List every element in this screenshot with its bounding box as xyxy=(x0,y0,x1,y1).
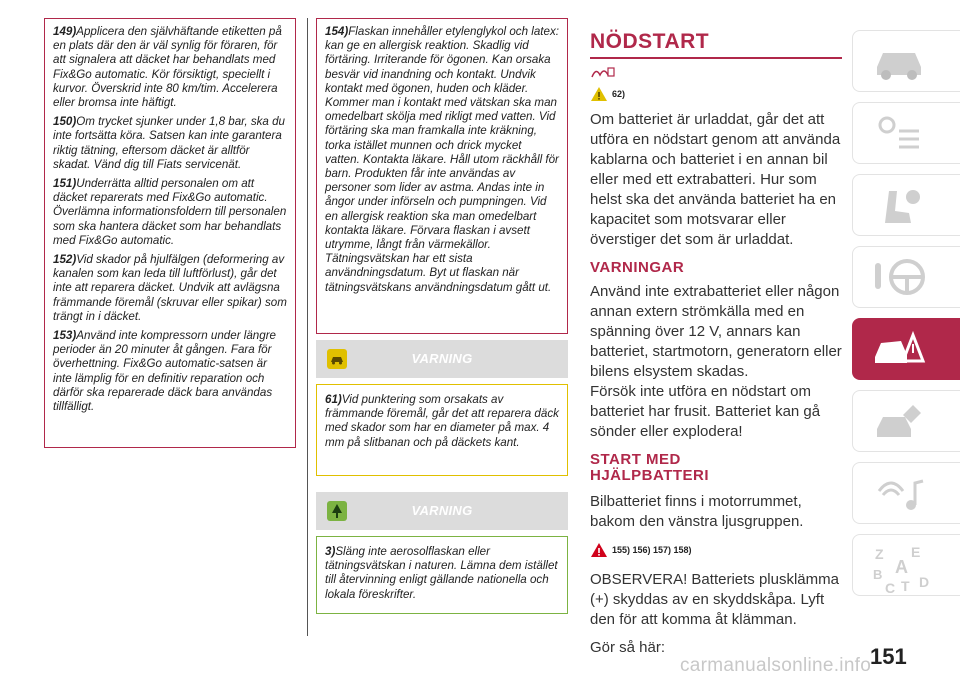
warning-triangle-icon xyxy=(590,86,608,102)
tab-index[interactable] xyxy=(852,534,960,596)
notes-box-middle xyxy=(316,18,568,334)
battery-cable-icon xyxy=(590,65,616,79)
alphabet-index-icon xyxy=(871,543,941,595)
emergency-icon xyxy=(871,327,927,371)
section-title: NÖDSTART xyxy=(590,30,710,53)
index-letter: B xyxy=(873,567,883,582)
index-letter: A xyxy=(895,557,908,577)
warning-header-2 xyxy=(316,492,568,530)
notes-box-left xyxy=(44,18,296,448)
warning-text-1: 61)Vid punktering som orsakats av främmande föremål, går det att reparera däck med skador som har en diameter på max. 4 mm på slitbanan och på däckets kant. xyxy=(325,393,559,449)
index-letter: D xyxy=(919,574,930,590)
airbag-seat-icon xyxy=(871,183,927,227)
paragraph-do-this: Gör så här: xyxy=(590,639,666,656)
paragraph-voltage-warning: Använd inte extrabatteriet eller någon annan extern strömkälla med en spänning över 12 V, annars kan batteriet, startmotorn, generatorn eller bilens elsystem skadas. xyxy=(590,283,842,380)
varningar-heading: VARNINGAR xyxy=(590,259,685,276)
index-letter: E xyxy=(911,544,921,560)
car-icon xyxy=(871,39,927,83)
paragraph-intro: Om batteriet är urladdat, går det att utföra en nödstart genom att använda kablarna och batteriet i en annan bil eller med ett extrabatteri. Hur som helst ska det använda batteriet ha en kapacitet som motsvarar eller överstiger det som är urladdat. xyxy=(590,111,841,248)
tab-car[interactable] xyxy=(852,30,960,92)
index-letter: C xyxy=(885,580,896,595)
note-149: 149)Applicera den självhäftande etiketten på en plats där den är väl synlig för föraren, för att signalera att däcket har behandlats med Fix&Go automatic. Kör försiktigt, speciellt i kurvor. Överskrid inte 80 km/tim. Accelerera eller bromsa inte häftigt. xyxy=(53,25,282,110)
dashboard-lights-icon xyxy=(871,111,927,155)
tab-safety[interactable] xyxy=(852,174,960,236)
paragraph-observera: OBSERVERA! Batteriets plusklämma (+) skyddas av en skyddskåpa. Lyft den för att komma åt klämman. xyxy=(590,571,839,628)
warning-text-2: 3)Släng inte aerosolflaskan eller tätningsvätskan i naturen. Lämna dem istället till återvinning enligt gällande nationella och lokala föreskrifter. xyxy=(325,545,558,601)
index-letter: T xyxy=(901,578,910,594)
tab-dashboard[interactable] xyxy=(852,102,960,164)
warning-body-2 xyxy=(316,536,568,614)
tab-maintenance[interactable] xyxy=(852,390,960,452)
subheading-line-2: HJÄLPBATTERI xyxy=(590,467,710,484)
tab-multimedia[interactable] xyxy=(852,462,960,524)
tab-emergency[interactable] xyxy=(852,318,960,380)
reference-62: 62) xyxy=(612,89,626,99)
note-152: 152)Vid skador på hjulfälgen (deformering av kanalen som kan leda till luftförlust), går det inte att reparera däcket. Undvik att avlägsna främmande föremål (skruvar eller spikar) som trängt in i däcket. xyxy=(53,253,287,323)
warning-title-2: VARNING xyxy=(411,503,473,518)
footer-watermark: carmanualsonline.info xyxy=(680,655,872,676)
paragraph-battery-location: Bilbatteriet finns i motorrummet, bakom den vänstra ljusgruppen. xyxy=(590,493,804,530)
main-column xyxy=(590,30,842,658)
note-150: 150)Om trycket sjunker under 1,8 bar, ska du inte fortsätta köra. Satsen kan inte garantera riktig tätning, eftersom däcket är alltför skadat. Vänd dig till Fiats servicenät. xyxy=(53,115,286,171)
column-divider xyxy=(307,18,308,636)
index-letter: Z xyxy=(875,546,884,562)
subheading-line-1: START MED xyxy=(590,451,681,468)
wrench-car-icon xyxy=(871,399,927,443)
page-number: 151 xyxy=(870,644,907,669)
references-155-158: 155) 156) 157) 158) xyxy=(612,545,692,555)
radio-music-icon xyxy=(871,471,927,515)
note-153: 153)Använd inte kompressorn under längre perioder än 20 minuter åt gången. Fara för överhettning. Fix&Go automatic-satsen är inte lämplig för en definitiv reparation och därför ska reparerade däck bara användas tillfälligt. xyxy=(53,329,277,414)
note-151: 151)Underrätta alltid personalen om att däcket reparerats med Fix&Go automatic. Överlämna informationsfoldern till personalen som ska hantera däcket som har behandlats med Fix&Go automatic. xyxy=(53,177,287,247)
warning-header-1 xyxy=(316,340,568,378)
danger-triangle-icon xyxy=(590,542,608,558)
note-154: 154)Flaskan innehåller etylenglykol och latex: kan ge en allergisk reaktion. Skadlig vid förtäring. Irriterande för ögonen. Kan orsaka besvär vid inandning och kontakt. Undvik kontakt med ögonen, huden och kläder. Kommer man i kontakt med vätskan ska man omedelbart skölja med rikligt med vatten. Vid förtäring ska man framkalla inte kräkning, torka istället munnen och drick mycket vatten. Kontakta läkare. Håll utom räckhåll för barn. Produkten får inte användas av personer som lider av astma. Andas inte in ångor under införseln och pumpningen. Vid en allergisk reaktion ska man omedelbart kontakta läkare. Förvara flaskan i avsett utrymme, långt från värmekällor. Tätningsvätskan har ett sista användningsdatum. Byt ut flaskan när tätningsvätskans användningsdatum gått ut. xyxy=(325,25,559,294)
warning-body-1 xyxy=(316,384,568,476)
paragraph-frozen-warning: Försök inte utföra en nödstart om batteriet har frusit. Batteriet kan gå sönder eller explodera! xyxy=(590,383,821,440)
tab-driving[interactable] xyxy=(852,246,960,308)
steering-wheel-icon xyxy=(871,255,927,299)
warning-title-1: VARNING xyxy=(411,351,473,366)
